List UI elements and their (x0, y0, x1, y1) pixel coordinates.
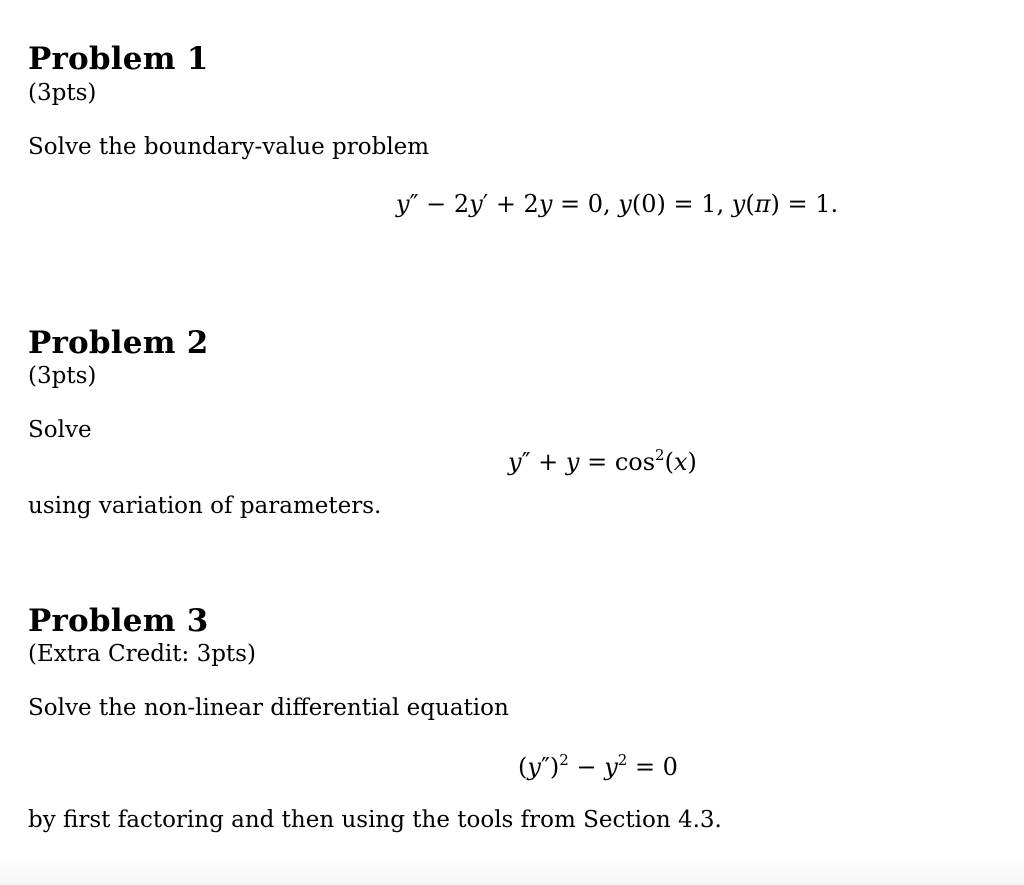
eq2-open-paren: ( (664, 448, 674, 476)
problem-2-prompt: Solve (28, 417, 92, 443)
eq1-ypi-condition: ) = 1. (770, 190, 839, 218)
problem-3-title: Problem 3 (28, 603, 209, 639)
eq1-y0-condition: (0) = 1, (631, 190, 732, 218)
eq3-exponent-2: 2 (617, 751, 628, 769)
problem-1-equation (396, 192, 838, 216)
eq2-y: y (508, 448, 522, 476)
problem-2-equation (508, 446, 697, 476)
problem-2-points: (3pts) (28, 363, 97, 389)
problem-3-prompt: Solve the non-linear differential equation (28, 695, 509, 721)
eq1-y-second: y (469, 190, 483, 218)
problem-3-equation (518, 751, 678, 781)
eq3-exponent-1: 2 (559, 751, 569, 769)
problem-2-title: Problem 2 (28, 325, 209, 361)
eq2-y-second: y (565, 448, 580, 476)
eq1-y-fourth: y (618, 190, 632, 218)
problem-2-after: using variation of parameters. (28, 493, 382, 519)
eq1-y: y (396, 190, 410, 218)
problem-3-after: by first factoring and then using the tools from Section 4.3. (28, 807, 722, 833)
eq1-minus-2: − 2 (418, 190, 470, 218)
eq1-pi: π (754, 190, 771, 218)
eq1-y-third: y (538, 190, 553, 218)
problem-1-points: (3pts) (28, 80, 97, 106)
eq2-close-paren: ) (687, 448, 697, 476)
eq3-close-paren: ) (549, 753, 560, 781)
problem-3-points: (Extra Credit: 3pts) (28, 641, 256, 667)
eq2-exponent: 2 (655, 446, 665, 464)
eq3-y-second: y (604, 753, 618, 781)
eq1-double-prime: ″ (409, 190, 419, 218)
eq3-double-prime: ″ (540, 753, 550, 781)
eq2-plus: + (530, 448, 566, 476)
eq3-equals-zero: = 0 (627, 753, 678, 781)
eq3-minus: − (568, 753, 605, 781)
eq2-x: x (673, 448, 688, 476)
eq2-double-prime: ″ (521, 448, 531, 476)
page-bottom-edge (0, 855, 1024, 885)
eq1-y-fifth: y (731, 190, 746, 218)
eq1-prime: ′ (482, 190, 489, 218)
eq1-plus-2: + 2 (488, 190, 539, 218)
eq1-open-paren: ( (745, 190, 755, 218)
problem-1-title: Problem 1 (28, 41, 209, 77)
eq2-equals-cos: = cos (579, 448, 656, 476)
eq1-equals-zero: = 0, (552, 190, 619, 218)
problem-1-prompt: Solve the boundary-value problem (28, 134, 430, 160)
eq3-y: y (527, 753, 541, 781)
eq3-open-paren: ( (518, 753, 528, 781)
